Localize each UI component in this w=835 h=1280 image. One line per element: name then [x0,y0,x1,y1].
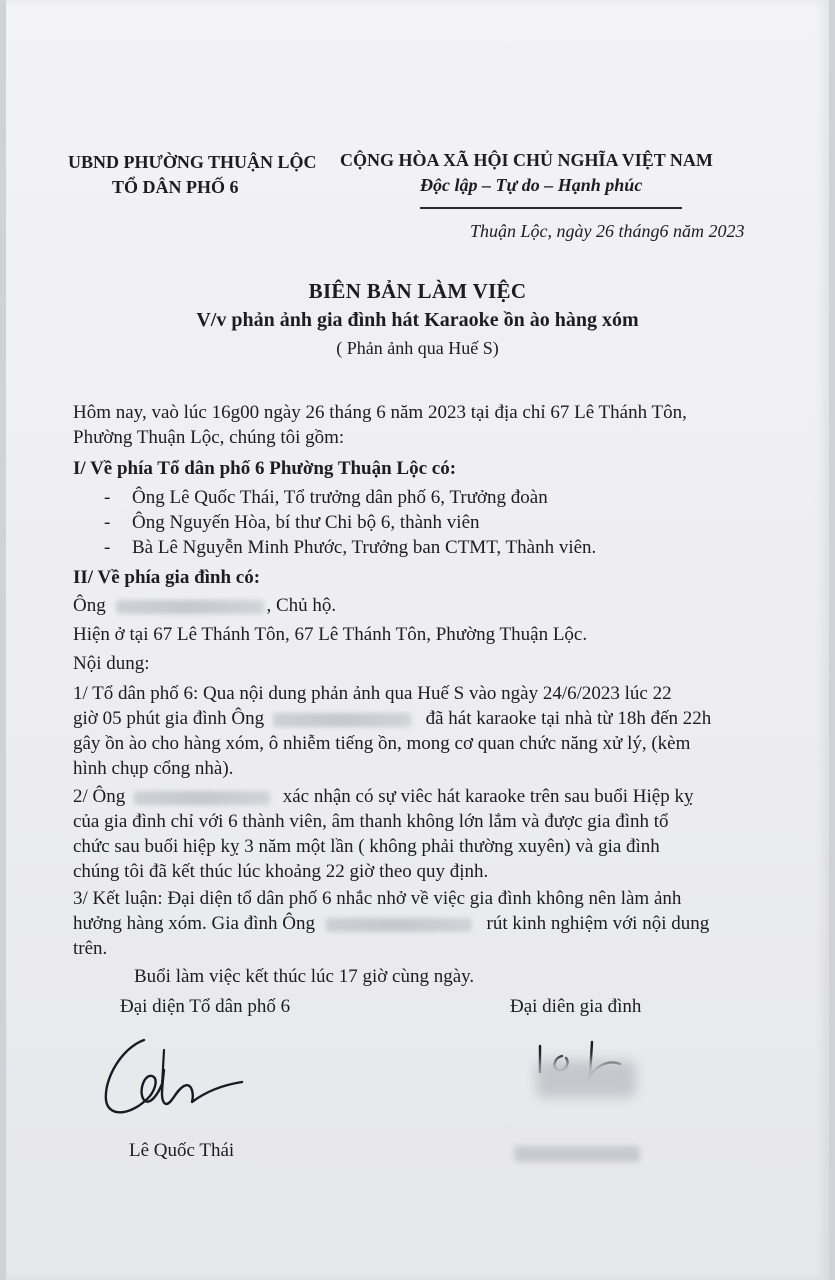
left-signer-name: Lê Quốc Thái [129,1140,235,1161]
p3-text-a: hưởng hàng xóm. Gia đình Ông [73,913,315,934]
p2-line-4: chúng tôi đã kết thúc lúc khoảng 22 giờ theo quy định. [73,861,489,882]
owner-prefix: Ông [73,595,106,616]
left-handwritten-signature [92,1030,262,1125]
document-title: BIÊN BẢN LÀM VIỆC [308,279,527,303]
p1-line-4: hình chụp cổng nhà). [73,758,234,779]
p3-line-1: 3/ Kết luận: Đại diện tổ dân phố 6 nhắc nhở về việc gia đình không nên làm ảnh [73,888,682,909]
date-line: Thuận Lộc, ngày 26 tháng6 năm 2023 [470,221,745,241]
content-label: Nội dung: [73,653,150,674]
agency-name: UBND PHƯỜNG THUẬN LỘC [68,152,317,172]
member-item: Ông Nguyến Hòa, bí thư Chi bộ 6, thành viên [132,512,480,533]
p3-text-b: rút kinh nghiệm với nội dung [486,913,710,934]
redacted-name [273,713,411,727]
redacted-signer-name [514,1146,640,1162]
national-title: CỘNG HÒA XÃ HỘI CHỦ NGHĨA VIỆT NAM [340,150,713,170]
p1-line-1: 1/ Tổ dân phố 6: Qua nội dung phản ảnh qua Huế S vào ngày 24/6/2023 lúc 22 [73,683,672,704]
p2-text-b: xác nhận có sự viêc hát karaoke trên sau buổi Hiệp kỵ [282,786,694,807]
redacted-signature [536,1060,636,1098]
p1-line-2 [73,708,711,730]
p2-text-a: 2/ Ông [73,786,126,807]
bullet: - [104,487,111,508]
section-1-heading: I/ Về phía Tổ dân phố 6 Phường Thuận Lộc có: [73,458,457,479]
redacted-name [116,600,264,614]
owner-line [73,595,336,617]
document-subject: V/v phản ảnh gia đình hát Karaoke ồn ào hàng xóm [196,309,639,331]
p1-text-a: giờ 05 phút gia đình Ông [73,708,265,729]
address-line: Hiện ở tại 67 Lê Thánh Tôn, 67 Lê Thánh Tôn, Phường Thuận Lộc. [73,624,588,645]
right-signature-title: Đại diên gia đình [510,996,642,1017]
bullet: - [104,537,111,558]
redacted-name [326,918,472,932]
p2-line-2: của gia đình chỉ với 6 thành viên, âm thanh không lớn lắm và được gia đình tổ [73,811,669,832]
motto-underline [420,207,682,209]
document-note: ( Phản ảnh qua Huế S) [336,338,499,358]
member-item: Ông Lê Quốc Thái, Tổ trưởng dân phố 6, Trưởng đoàn [132,487,548,508]
p3-line-3: trên. [73,938,108,959]
intro-line-2: Phường Thuận Lộc, chúng tôi gồm: [73,427,345,448]
document-page [6,0,829,1280]
p1-line-3: gây ồn ào cho hàng xóm, ô nhiễm tiếng ồn, mong cơ quan chức năng xử lý, (kèm [73,733,691,754]
p1-text-b: đã hát karaoke tại nhà từ 18h đến 22h [425,708,712,729]
intro-line-1: Hôm nay, vaò lúc 16g00 ngày 26 tháng 6 năm 2023 tại địa chỉ 67 Lê Thánh Tôn, [73,402,687,423]
p2-line-1 [73,786,694,808]
redacted-name [134,791,270,805]
section-2-heading: II/ Về phía gia đình có: [73,567,261,588]
left-signature-title: Đại diện Tổ dân phố 6 [120,996,291,1017]
unit-name: TỔ DÂN PHỐ 6 [112,177,239,197]
member-item: Bà Lê Nguyễn Minh Phước, Trưởng ban CTMT, Thành viên. [132,537,597,558]
p2-line-3: chức sau buổi hiệp kỵ 3 năm một lần ( không phải thường xuyên) và gia đình [73,836,660,857]
closing-line: Buổi làm việc kết thúc lúc 17 giờ cùng ngày. [134,966,475,987]
national-motto: Độc lập – Tự do – Hạnh phúc [420,175,643,195]
bullet: - [104,512,111,533]
owner-suffix: , Chủ hộ. [266,595,337,616]
p3-line-2 [73,913,709,935]
